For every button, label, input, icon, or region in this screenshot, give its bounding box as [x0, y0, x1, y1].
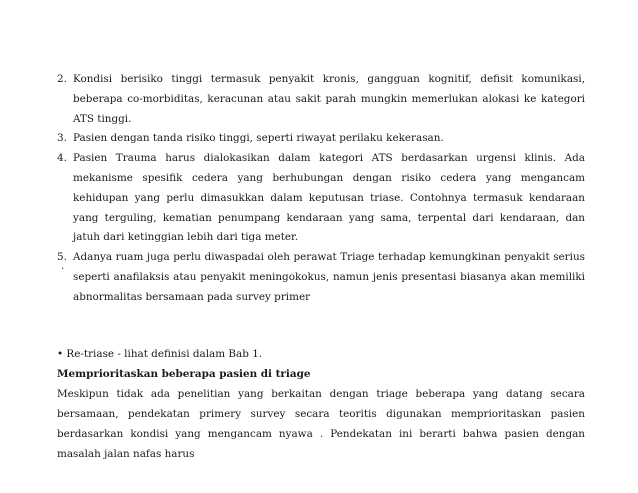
list-item-number: 2.	[57, 73, 67, 85]
list-item-number: 3.	[57, 132, 67, 145]
numbered-list	[57, 70, 585, 308]
stray-dot: .	[61, 261, 65, 272]
list-item	[57, 149, 585, 248]
list-item	[57, 70, 585, 129]
list-item-number: 4.	[57, 152, 67, 165]
section-paragraph: Meskipun tidak ada penelitian yang berkaitan dengan triage beberapa yang datang secara bersamaan, pendekatan primery survey secara teoritis digunakan memprioritaskan pasien berdasarkan kondisi yang mengancam nyawa . Pendekatan ini berarti bahwa pasien dengan masalah jalan nafas harus	[57, 388, 585, 460]
retriase-bullet: • Re-triase - lihat definisi dalam Bab 1.	[57, 348, 263, 360]
list-item-number: 5.	[57, 251, 67, 264]
list-item-text: Pasien dengan tanda risiko tinggi, seperti riwayat perilaku kekerasan.	[73, 132, 444, 145]
list-item-text: Kondisi berisiko tinggi termasuk penyakit kronis, gangguan kognitif, defisit komunikasi, beberapa co-morbiditas, keracunan atau sakit parah mungkin memerlukan alokasi ke kategori ATS tinggi.	[73, 73, 585, 125]
list-item	[57, 129, 585, 149]
section-heading: Memprioritaskan beberapa pasien di triage	[57, 368, 311, 380]
section-block	[57, 344, 585, 464]
list-item	[57, 248, 585, 307]
list-item-text: Pasien Trauma harus dialokasikan dalam kategori ATS berdasarkan urgensi klinis. Ada mekanisme spesifik cedera yang berhubungan dengan risiko cedera yang mengancam kehidupan yang perlu dimasukkan dalam keputusan triase. Contohnya termasuk kendaraan yang terguling, kematian penumpang kendaraan yang sama, terpental dari kendaraan, dan jatuh dari ketinggian lebih dari tiga meter.	[73, 152, 585, 244]
list-item-text: Adanya ruam juga perlu diwaspadai oleh perawat Triage terhadap kemungkinan penyakit serius seperti anafilaksis atau penyakit meningokokus, namun jenis presentasi biasanya akan memiliki abnormalitas bersamaan pada survey primer	[73, 251, 585, 303]
